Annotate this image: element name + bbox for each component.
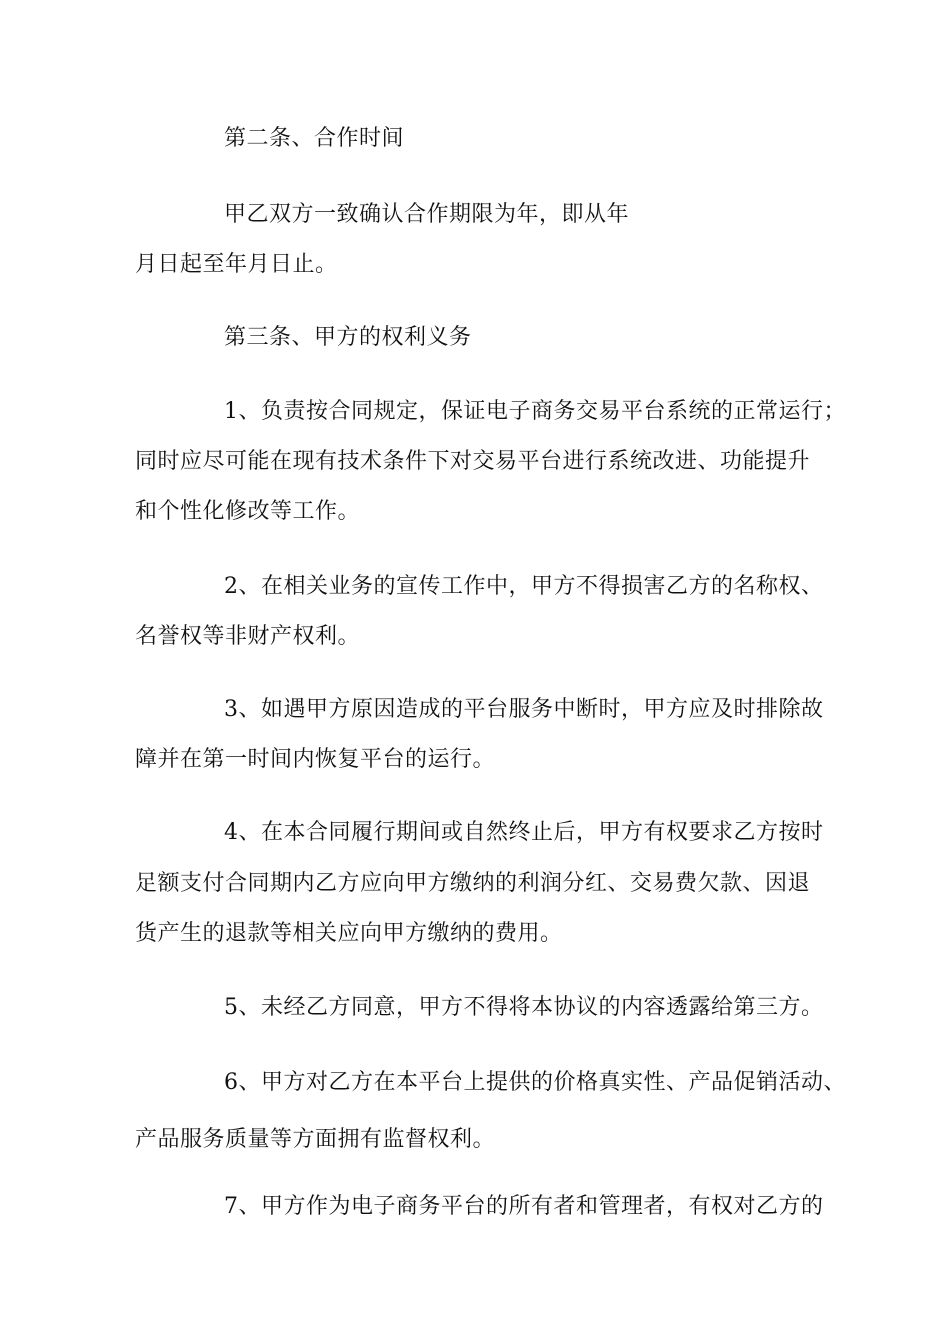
- section-heading-party-a-rights: 第三条、甲方的权利义务: [224, 325, 472, 350]
- clause-4-line: 货产生的退款等相关应向甲方缴纳的费用。: [135, 921, 563, 946]
- clause-4-line: 足额支付合同期内乙方应向甲方缴纳的利润分红、交易费欠款、因退: [135, 871, 811, 896]
- clause-5-line: 5、未经乙方同意，甲方不得将本协议的内容透露给第三方。: [224, 995, 824, 1020]
- clause-1-line: 同时应尽可能在现有技术条件下对交易平台进行系统改进、功能提升: [135, 449, 811, 474]
- clause-4-line: 4、在本合同履行期间或自然终止后，甲方有权要求乙方按时: [224, 820, 824, 845]
- clause-6-line: 产品服务质量等方面拥有监督权利。: [135, 1127, 496, 1152]
- clause-6-line: 6、甲方对乙方在本平台上提供的价格真实性、产品促销活动、: [224, 1070, 846, 1095]
- section-heading-cooperation-time: 第二条、合作时间: [224, 126, 405, 151]
- clause-2-line: 名誉权等非财产权利。: [135, 624, 361, 649]
- clause-1-line: 和个性化修改等工作。: [135, 499, 361, 524]
- clause-7-line: 7、甲方作为电子商务平台的所有者和管理者，有权对乙方的: [224, 1194, 824, 1219]
- paragraph-line: 甲乙双方一致确认合作期限为年，即从年: [224, 202, 630, 227]
- clause-3-line: 3、如遇甲方原因造成的平台服务中断时，甲方应及时排除故: [224, 697, 824, 722]
- clause-1-line: 1、负责按合同规定，保证电子商务交易平台系统的正常运行；: [224, 399, 846, 424]
- clause-3-line: 障并在第一时间内恢复平台的运行。: [135, 747, 496, 772]
- paragraph-line: 月日起至年月日止。: [135, 252, 338, 277]
- clause-2-line: 2、在相关业务的宣传工作中，甲方不得损害乙方的名称权、: [224, 574, 824, 599]
